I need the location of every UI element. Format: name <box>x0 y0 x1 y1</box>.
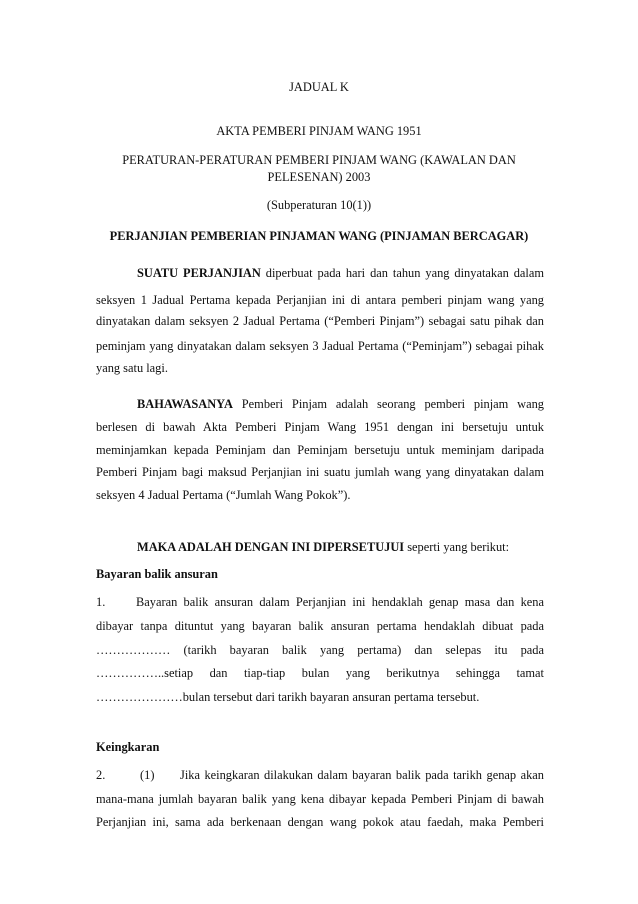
section1-line1 <box>96 595 544 610</box>
p1-line4: peminjam yang dinyatakan dalam seksyen 3 Jadual Pertama (“Peminjam”) sebagai pihak <box>96 339 544 353</box>
section2-line3: Perjanjian ini, sama ada berkenaan dengan wang pokok atau faedah, maka Pemberi <box>96 815 544 829</box>
section1-line1-text: Bayaran balik ansuran dalam Perjanjian ini hendaklah genap masa dan kena <box>136 595 544 609</box>
section2-heading: Keingkaran <box>96 740 160 754</box>
section2-subnumber: (1) <box>140 768 155 782</box>
p1-line3: dinyatakan dalam seksyen 2 Jadual Pertama (“Pemberi Pinjam”) sebagai satu pihak dan <box>96 314 544 328</box>
p2-line1 <box>137 397 544 412</box>
p3-lead: MAKA ADALAH DENGAN INI DIPERSETUJUI <box>137 540 405 554</box>
section2-number: 2. <box>96 768 106 782</box>
act-title: AKTA PEMBERI PINJAM WANG 1951 <box>216 124 422 138</box>
p1-line1-text: diperbuat pada hari dan tahun yang dinyatakan dalam <box>260 266 544 280</box>
p2-line2: berlesen di bawah Akta Pemberi Pinjam Wang 1951 dengan ini bersetuju untuk <box>96 420 544 434</box>
section1-number: 1. <box>96 595 106 609</box>
p1-line2: seksyen 1 Jadual Pertama kepada Perjanjian ini di antara pemberi pinjam wang yang <box>96 293 544 307</box>
p2-lead: BAHAWASANYA <box>137 397 233 411</box>
section1-line2: dibayar tanpa dituntut yang bayaran balik ansuran pertama hendaklah dibuat pada <box>96 619 544 633</box>
section2-line1-text: Jika keingkaran dilakukan dalam bayaran balik pada tarikh genap akan <box>180 768 544 782</box>
p2-line3: meminjamkan kepada Peminjam dan Peminjam bersetuju untuk meminjam daripada <box>96 443 544 457</box>
p1-line1 <box>137 266 544 281</box>
subregulation-ref: (Subperaturan 10(1)) <box>266 198 372 212</box>
p1-line5: yang satu lagi. <box>96 361 168 375</box>
agreement-title: PERJANJIAN PEMBERIAN PINJAMAN WANG (PINJAMAN BERCAGAR) <box>109 229 529 243</box>
section2-line2: mana-mana jumlah bayaran balik yang kena dibayar kepada Pemberi Pinjam di bawah <box>96 792 544 806</box>
p3-line <box>137 540 544 555</box>
section2-line1 <box>96 768 544 783</box>
section1-line5: …………………bulan tersebut dari tarikh bayaran ansuran pertama tersebut. <box>96 690 480 704</box>
regulations-title-line1: PERATURAN-PERATURAN PEMBERI PINJAM WANG (KAWALAN DAN <box>122 153 516 167</box>
section1-heading: Bayaran balik ansuran <box>96 567 218 581</box>
p2-line4: Pemberi Pinjam bagi maksud Perjanjian ini suatu jumlah wang yang dinyatakan dalam <box>96 465 544 479</box>
p3-text: seperti yang berikut: <box>404 540 510 554</box>
p1-lead: SUATU PERJANJIAN <box>137 266 261 280</box>
regulations-title-line2: PELESENAN) 2003 <box>267 170 371 184</box>
schedule-title: JADUAL K <box>289 80 349 94</box>
p2-line1-text: Pemberi Pinjam adalah seorang pemberi pinjam wang <box>232 397 544 411</box>
section1-line3: ……………… (tarikh bayaran balik yang pertama) dan selepas itu pada <box>96 643 544 657</box>
section1-line4: ……………..setiap dan tiap-tiap bulan yang berikutnya sehingga tamat <box>96 666 544 680</box>
p2-line5: seksyen 4 Jadual Pertama (“Jumlah Wang Pokok”). <box>96 488 351 502</box>
